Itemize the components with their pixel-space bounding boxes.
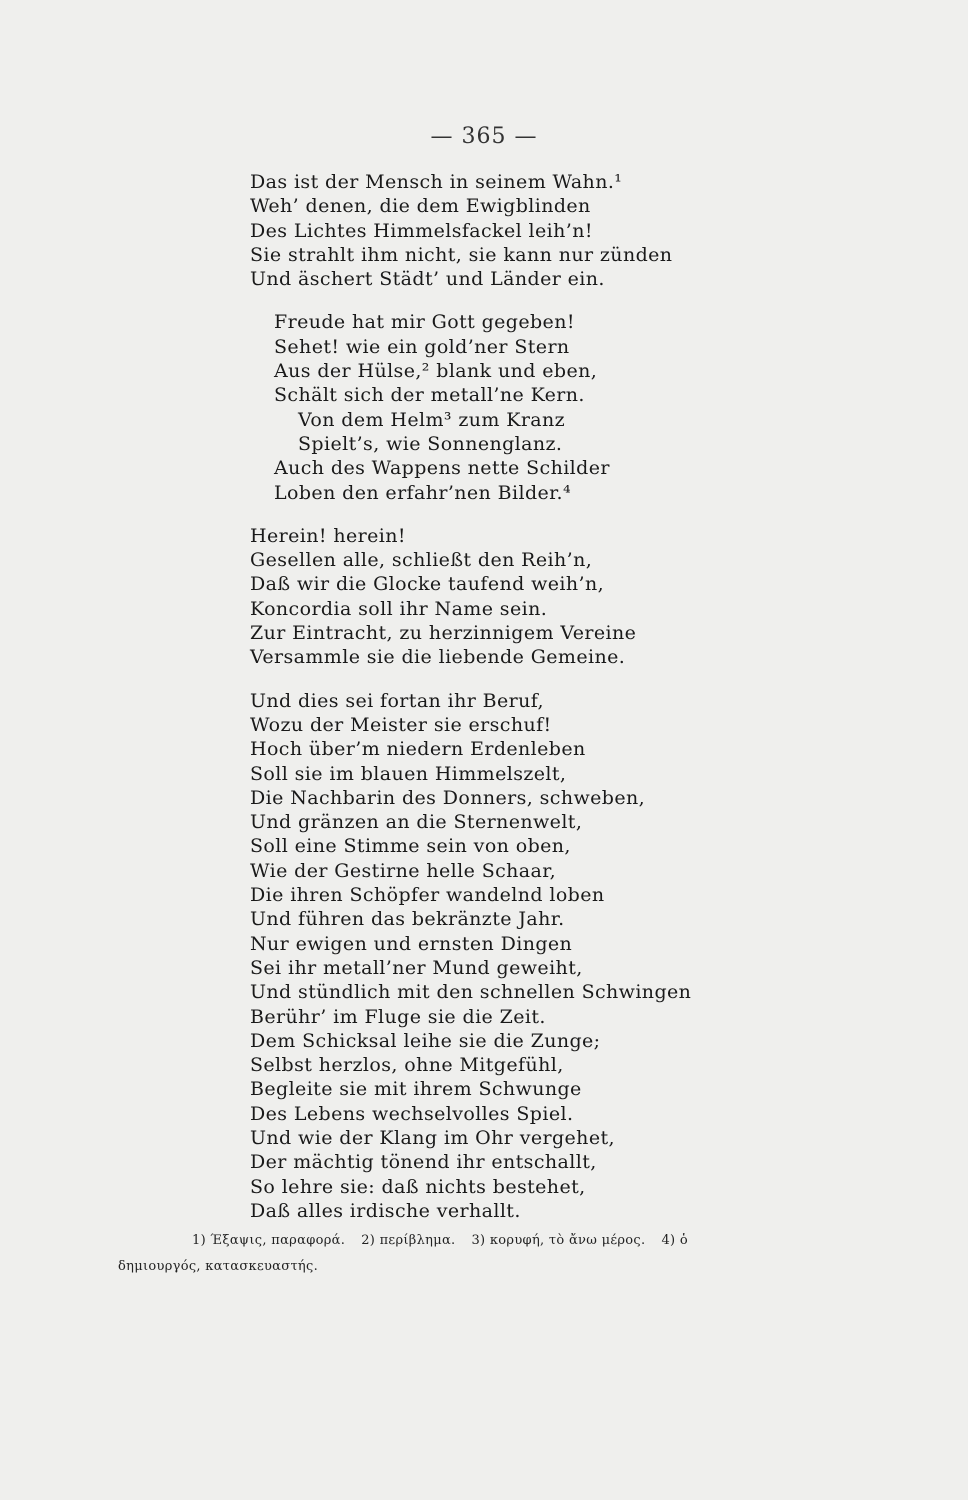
poem-line: Die Nachbarin des Donners, schweben,	[250, 786, 646, 809]
poem-line: Soll sie im blauen Himmelszelt,	[250, 762, 567, 785]
poem-line: Versammle sie die liebende Gemeine.	[250, 646, 626, 669]
stanza	[250, 689, 692, 1224]
poem-line: Begleite sie mit ihrem Schwunge	[250, 1078, 582, 1101]
poem-line: Soll eine Stimme sein von oben,	[250, 835, 571, 858]
footnotes	[118, 1228, 798, 1280]
poem-line: Des Lebens wechselvolles Spiel.	[250, 1102, 574, 1125]
poem-line: Spielt’s, wie Sonnenglanz.	[298, 432, 563, 455]
poem-line: Herein! herein!	[250, 524, 406, 547]
poem-line: Koncordia soll ihr Name sein.	[250, 597, 548, 620]
poem-line: Die ihren Schöpfer wandelnd loben	[250, 884, 605, 907]
poem-line: Und dies sei fortan ihr Beruf,	[250, 689, 544, 712]
poem-line: Und führen das bekränzte Jahr.	[250, 908, 565, 931]
poem-line: Zur Eintracht, zu herzinnigem Vereine	[250, 622, 637, 645]
poem-line: Weh’ denen, die dem Ewigblinden	[250, 195, 591, 218]
footnote-item: 1) Έξαψις, παραφορά.	[192, 1233, 346, 1248]
poem-line: Freude hat mir Gott gegeben!	[274, 311, 575, 334]
poem-line: Wie der Gestirne helle Schaar,	[250, 859, 557, 882]
poem-line: Sei ihr metall’ner Mund geweiht,	[250, 956, 583, 979]
poem-line: Daß alles irdische verhallt.	[250, 1199, 521, 1222]
poem-line: Dem Schicksal leihe sie die Zunge;	[250, 1029, 601, 1052]
poem-line: Das ist der Mensch in seinem Wahn.¹	[250, 171, 623, 193]
footnote-item: 2) περίβλημα.	[361, 1233, 456, 1248]
poem-line: Und äschert Städt’ und Länder ein.	[250, 268, 605, 291]
stanza	[250, 170, 673, 291]
poem-line: Auch des Wappens nette Schilder	[274, 457, 610, 480]
poem-line: Und stündlich mit den schnellen Schwingen	[250, 981, 692, 1004]
poem-line: Loben den erfahr’nen Bilder.⁴	[274, 481, 571, 504]
poem-line: Von dem Helm³ zum Kranz	[298, 408, 566, 431]
stanza	[250, 310, 670, 504]
poem-line: Des Lichtes Himmelsfackel leih’n!	[250, 219, 593, 242]
footnotes-line-1	[118, 1228, 798, 1254]
poem-line: Aus der Hülse,² blank und eben,	[274, 360, 598, 383]
poem-line: Gesellen alle, schließt den Reih’n,	[250, 549, 593, 572]
poem-line: Schält sich der metall’ne Kern.	[274, 384, 585, 407]
poem-line: Sie strahlt ihm nicht, sie kann nur zünden	[250, 243, 673, 266]
poem-line: Nur ewigen und ernsten Dingen	[250, 932, 573, 955]
poem-line: Wozu der Meister sie erschuf!	[250, 713, 552, 736]
poem-line: Sehet! wie ein gold’ner Stern	[274, 335, 570, 358]
poem-line: Daß wir die Glocke taufend weih’n,	[250, 573, 605, 596]
poem-line: Und gränzen an die Sternenwelt,	[250, 811, 583, 834]
poem-line: Selbst herzlos, ohne Mitgefühl,	[250, 1054, 564, 1077]
poem-line: Der mächtig tönend ihr entschallt,	[250, 1151, 597, 1174]
footnotes-line-2: δημιουργός, κατασκευαστής.	[118, 1259, 319, 1274]
poem-line: Berühr’ im Fluge sie die Zeit.	[250, 1005, 546, 1028]
footnote-item: 3) κορυφή, τὸ ἄνω μέρος.	[471, 1233, 646, 1248]
poem-line: Und wie der Klang im Ohr vergehet,	[250, 1126, 615, 1149]
poem-line: So lehre sie: daß nichts bestehet,	[250, 1175, 586, 1198]
page-number: — 365 —	[430, 124, 538, 149]
footnote-item: 4) ὁ	[661, 1233, 688, 1248]
stanza	[250, 524, 670, 670]
poem-line: Hoch über’m niedern Erdenleben	[250, 738, 586, 761]
